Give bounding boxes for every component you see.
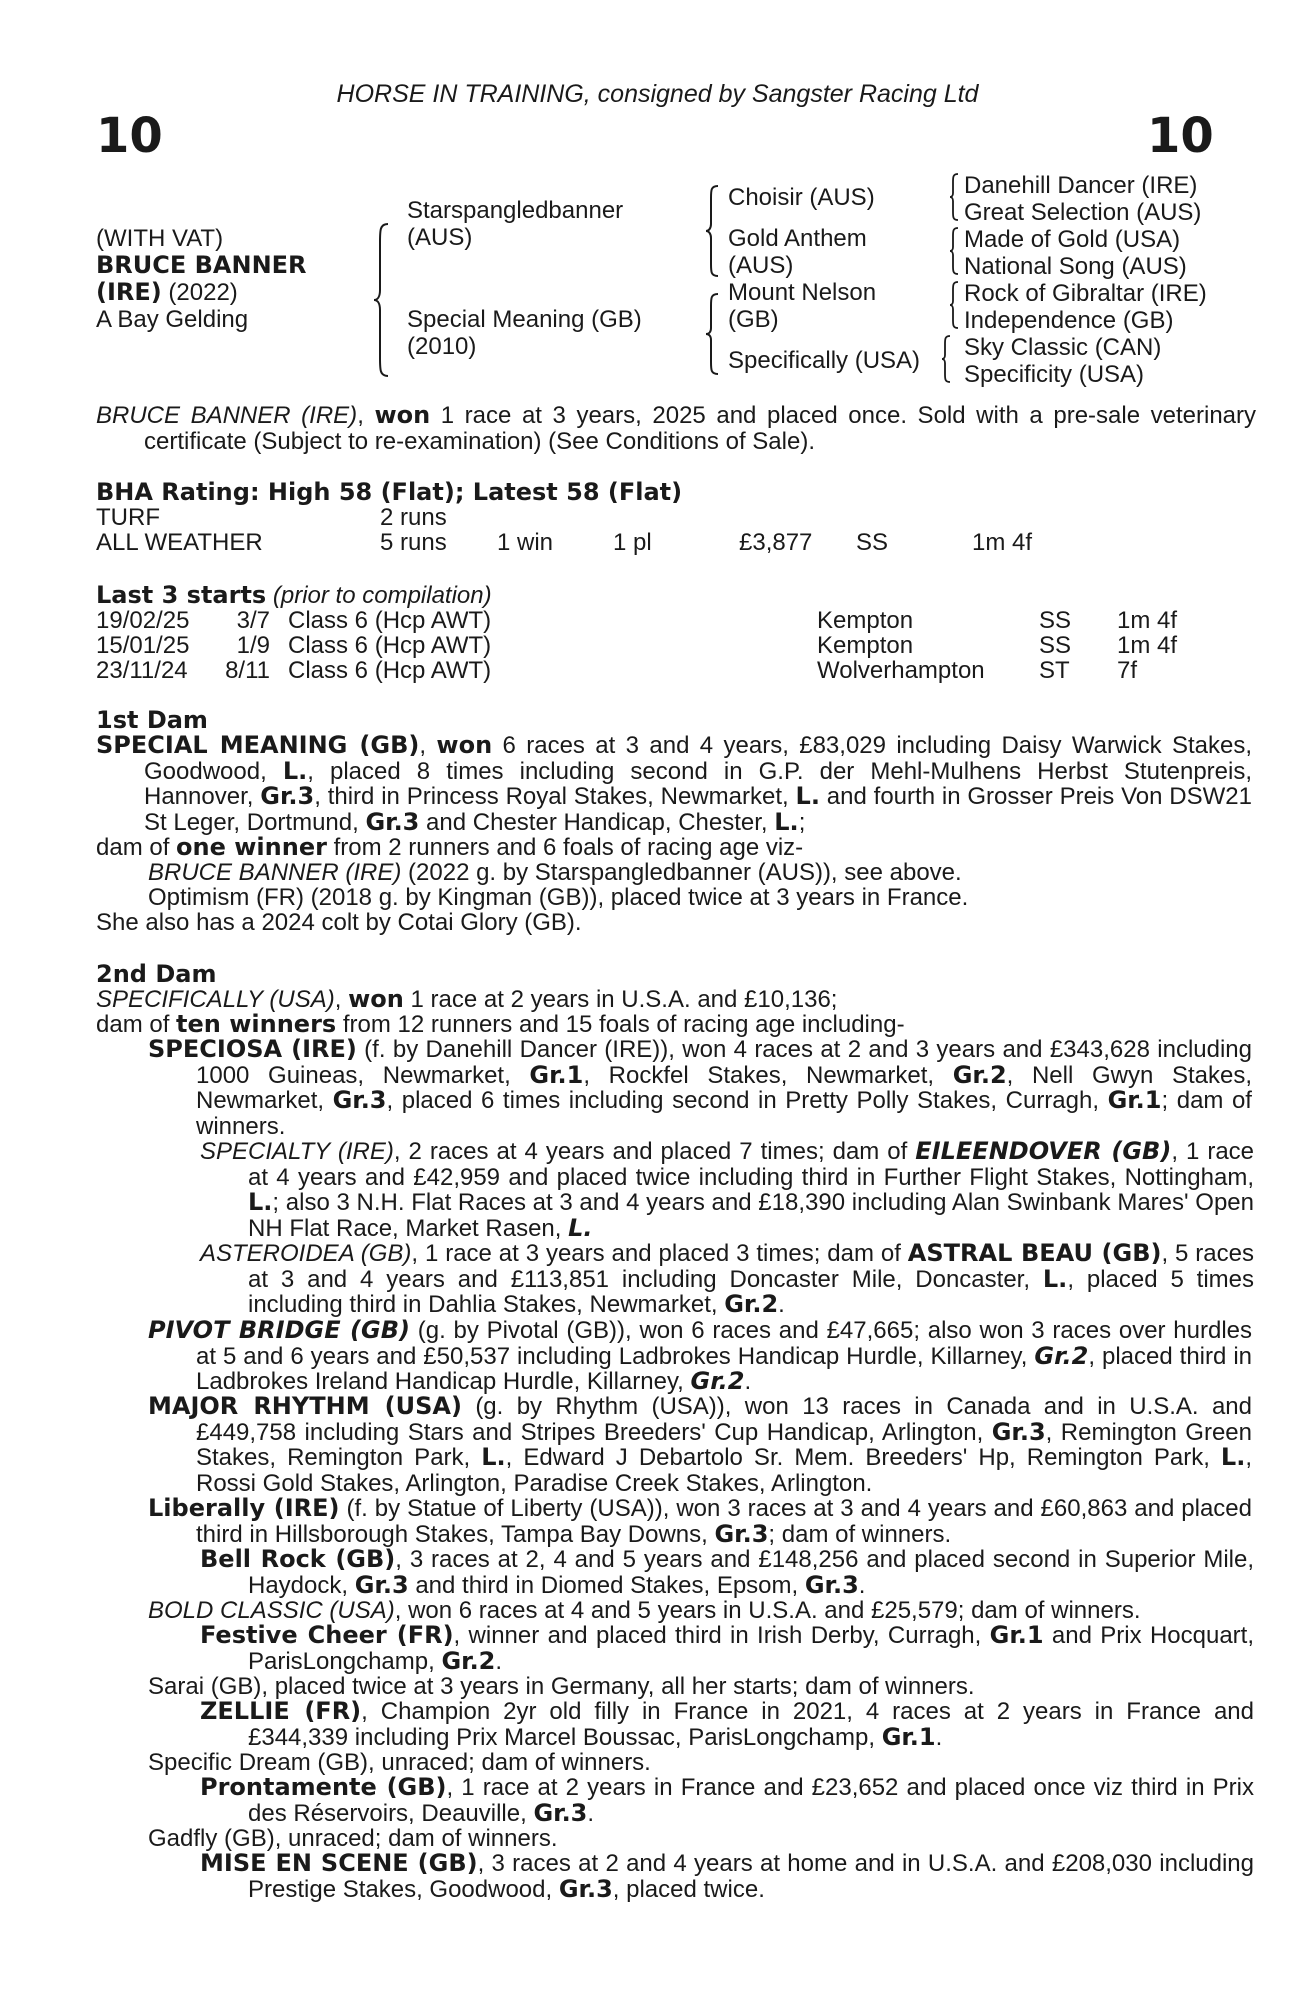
text-run: from 12 runners and 15 foals of racing age including-: [336, 1011, 905, 1038]
start-distance: 7f: [1117, 657, 1138, 684]
group-mark: Gr.2: [690, 1367, 745, 1395]
group-mark: Gr.1: [989, 1621, 1044, 1649]
text-run: , Rossi Gold Stakes, Arlington, Paradise Creek Stakes, Arlington.: [196, 1444, 1252, 1497]
start-position: 8/11: [225, 657, 270, 684]
text-run: , placed twice.: [612, 1875, 765, 1903]
first-dam-record: SPECIAL MEANING (GB), won 6 races at 3 and 4 years, £83,029 including Daisy Warwick Stakes, Goodwood, L., placed 8 times including second in G.P. der Mehl-Mulhens Herbst Stutenpreis, Hannover, Gr.3, third in Princess Royal Stakes, Newmarket, L. and fourth in Grosser Preis Von DSW21 St Leger, Dortmund, Gr.3 and Chester Handicap, Chester, L.;: [96, 731, 1252, 836]
produce-name: Festive Cheer (FR): [200, 1621, 454, 1649]
dam-year: (2010): [407, 333, 477, 360]
produce-name: SPECIOSA (IRE): [148, 1035, 357, 1063]
aw-wins: 1 win: [497, 529, 554, 556]
group-mark: Gr.3: [533, 1798, 588, 1827]
group-mark: Gr.2: [724, 1290, 779, 1318]
sire-dam-country: (AUS): [728, 252, 794, 279]
text-run: ; dam of winners.: [196, 1087, 1252, 1140]
start-position: 1/9: [236, 632, 270, 659]
produce-name: PIVOT BRIDGE (GB): [148, 1316, 410, 1344]
g3-7: Sky Classic (CAN): [964, 334, 1162, 361]
text-run: , winner and placed third in Irish Derby, Curragh,: [453, 1622, 990, 1649]
second-dam-produce: [96, 1012, 905, 1037]
text-run: .: [587, 1799, 595, 1827]
first-dam-heading: 1st Dam: [96, 706, 208, 734]
winner-count: ten winners: [176, 1010, 337, 1038]
start-course: Kempton: [817, 632, 914, 659]
group-mark: Gr.1: [881, 1722, 936, 1751]
brace-g1: [948, 172, 960, 222]
summary-rest: 1 race at 3 years, 2025 and placed once. Sold with a pre-sale veterinary certificate (Subject to re-examination) (See Conditions of Sale).: [144, 402, 1257, 455]
produce-gadfly: Gadfly (GB), unraced; dam of winners.: [148, 1825, 558, 1852]
text-run: , Edward J Debartolo Sr. Mem. Breeders' Hp, Remington Park,: [505, 1444, 1221, 1471]
text-run: (f. by Statue of Liberty (USA)), won 3 races at 3 and 4 years and £60,863 and placed third in Hillsborough Stakes, Tampa Bay Downs,: [196, 1495, 1252, 1548]
text-run: , 1 race at 3 years and placed 3 times; dam of: [411, 1240, 908, 1267]
second-dam-record: SPECIFICALLY (USA), won 1 race at 2 years in U.S.A. and £10,136;: [96, 985, 838, 1013]
last-starts-note: (prior to compilation): [272, 582, 492, 609]
pedigree-brace-main: [372, 222, 390, 378]
text-run: .: [744, 1368, 752, 1395]
horse-country: (IRE): [96, 278, 162, 306]
group-mark: Gr.3: [714, 1519, 769, 1548]
start-going: SS: [1039, 607, 1072, 634]
produce-pivot-bridge: [148, 1318, 1252, 1395]
produce-name: MAJOR RHYTHM (USA): [148, 1392, 462, 1420]
group-mark: Gr.1: [1107, 1086, 1162, 1114]
text-run: , 5 races at 3 and 4 years and £113,851 including Doncaster Mile, Doncaster,: [248, 1240, 1254, 1293]
text-run: and third in Diomed Stakes, Epsom,: [408, 1571, 805, 1599]
text-run: , placed 8 times including second in G.P. der Mehl-Mulhens Herbst Stutenpreis, Hannover,: [144, 757, 1252, 810]
start-course: Wolverhampton: [817, 657, 985, 684]
dam-name: Special Meaning (GB): [407, 306, 642, 333]
sire-sire: Choisir (AUS): [728, 184, 875, 211]
sire-country: (AUS): [407, 224, 473, 251]
winner-count: one winner: [176, 833, 327, 861]
produce-asteroidea: [198, 1241, 1254, 1318]
produce-festive-cheer: [198, 1623, 1254, 1674]
produce-name: ZELLIE (FR): [200, 1697, 362, 1725]
brace-g4: [940, 334, 952, 384]
start-position: 3/7: [236, 607, 270, 634]
g3-8: Specificity (USA): [964, 361, 1145, 388]
first-dam-note: She also has a 2024 colt by Cotai Glory (GB).: [96, 909, 582, 936]
produce-zellie: [198, 1699, 1254, 1750]
group-mark: Gr.3: [991, 1417, 1046, 1446]
turf-label: TURF: [96, 504, 160, 531]
horse-block: [96, 225, 307, 333]
text-run: ;: [798, 808, 806, 836]
second-dam-heading: 2nd Dam: [96, 960, 217, 988]
aw-placed: 1 pl: [613, 529, 652, 556]
text-run: , 2 races at 4 years and placed 7 times; dam of: [393, 1138, 916, 1165]
produce-mise-en-scene: [198, 1851, 1254, 1902]
produce-prontamente: [198, 1775, 1254, 1826]
dam-name: SPECIAL MEANING (GB): [96, 731, 420, 759]
text-run: .: [935, 1723, 943, 1751]
listed-mark: L.: [1042, 1264, 1068, 1293]
g3-1: Danehill Dancer (IRE): [964, 172, 1198, 199]
g3-2: Great Selection (AUS): [964, 199, 1202, 226]
produce-specialty: [198, 1139, 1254, 1241]
group-mark: Gr.2: [441, 1646, 496, 1675]
dam-sire: [728, 279, 876, 333]
text-run: dam of: [96, 834, 177, 861]
listed-mark: L.: [248, 1188, 273, 1216]
text-run: dam of: [96, 1011, 177, 1038]
produce-name: ASTRAL BEAU (GB): [907, 1239, 1162, 1267]
start-going: ST: [1039, 657, 1070, 684]
text-run: .: [495, 1647, 503, 1675]
group-mark: Gr.3: [365, 807, 420, 836]
dam: [407, 306, 642, 360]
text-run: from 2 runners and 6 foals of racing age viz-: [326, 834, 804, 861]
lot-number-left: 10: [96, 108, 163, 164]
produce-name: Bell Rock (GB): [200, 1545, 396, 1573]
produce-liberally: [148, 1496, 1252, 1547]
g3-4: National Song (AUS): [964, 253, 1187, 280]
listed-mark: L.: [774, 807, 799, 836]
group-mark: Gr.3: [260, 782, 315, 810]
group-mark: Gr.2: [1034, 1341, 1089, 1370]
horse-description: A Bay Gelding: [96, 306, 249, 333]
text-run: ; dam of winners.: [768, 1520, 952, 1548]
first-dam-produce: [96, 835, 803, 860]
listed-mark: L.: [568, 1213, 593, 1242]
start-course: Kempton: [817, 607, 914, 634]
produce-1: [148, 860, 962, 885]
produce-name: EILEENDOVER (GB): [915, 1137, 1172, 1165]
produce-sarai: Sarai (GB), placed twice at 3 years in Germany, all her starts; dam of winners.: [148, 1673, 975, 1700]
produce-name: ASTEROIDEA (GB): [200, 1240, 412, 1267]
produce-name: Liberally (IRE): [148, 1494, 340, 1522]
text-run: (g. by Rhythm (USA)), won 13 races in Canada and in U.S.A. and £449,758 including Stars and Stripes Breeders' Cup Handicap, Arlington,: [196, 1393, 1252, 1446]
start-date: 15/01/25: [96, 632, 190, 659]
start-date: 19/02/25: [96, 607, 190, 634]
text-run: ; also 3 N.H. Flat Races at 3 and 4 years and £18,390 including Alan Swinbank Mares' Open NH Flat Race, Market Rasen,: [248, 1189, 1254, 1242]
produce-bold-classic: [148, 1598, 1141, 1623]
aw-runs: 5 runs: [380, 529, 447, 556]
summary-won: won: [374, 401, 431, 429]
dam-dam: Specifically (USA): [728, 347, 921, 374]
text-run: , placed 5 times including third in Dahlia Stakes, Newmarket,: [248, 1265, 1254, 1318]
listed-mark: L.: [1220, 1443, 1246, 1471]
text-run: , 3 races at 2, 4 and 5 years and £148,256 and placed second in Superior Mile, Haydock,: [248, 1546, 1254, 1599]
second-dam-won: won: [348, 985, 404, 1013]
aw-prize: £3,877: [739, 529, 813, 556]
start-distance: 1m 4f: [1117, 607, 1178, 634]
start-going: SS: [1039, 632, 1072, 659]
text-run: , 1 race at 4 years and £42,959 and placed twice including third in Further Flight Stakes, Nottingham,: [248, 1138, 1255, 1191]
produce-2: Optimism (FR) (2018 g. by Kingman (GB)), placed twice at 3 years in France.: [148, 884, 969, 911]
produce-specific-dream: Specific Dream (GB), unraced; dam of winners.: [148, 1749, 651, 1776]
text-run: , third in Princess Royal Stakes, Newmarket,: [314, 783, 796, 810]
produce-name: MISE EN SCENE (GB): [200, 1849, 478, 1877]
last-starts-heading: [96, 583, 492, 608]
text-run: and fourth in Grosser Preis Von DSW21 St Leger, Dortmund,: [144, 783, 1252, 836]
start-distance: 1m 4f: [1117, 632, 1178, 659]
last-starts-title: Last 3 starts: [96, 581, 267, 609]
text-run: 6 races at 3 and 4 years, £83,029 including Daisy Warwick Stakes, Goodwood,: [144, 732, 1252, 785]
listed-mark: L.: [282, 756, 308, 785]
text-run: , 1 race at 2 years in France and £23,652 and placed once viz third in Prix des Réservoirs, Deauville,: [248, 1774, 1254, 1827]
pedigree-brace-dam: [704, 292, 720, 376]
text-run: .: [778, 1291, 785, 1318]
text-run: and Chester Handicap, Chester,: [419, 808, 775, 836]
text-run: , Remington Green Stakes, Remington Park,: [196, 1418, 1252, 1471]
produce-major-rhythm: [148, 1394, 1252, 1496]
pedigree-brace-sire: [704, 184, 720, 278]
race-summary: BRUCE BANNER (IRE), won 1 race at 3 years, 2025 and placed once. Sold with a pre-sale veterinary certificate (Subject to re-examination) (See Conditions of Sale).: [96, 401, 1257, 455]
group-mark: Gr.3: [354, 1570, 409, 1599]
lot-number-right: 10: [1147, 108, 1214, 164]
listed-mark: L.: [481, 1443, 506, 1471]
text-run: , Nell Gwyn Stakes, Newmarket,: [196, 1061, 1252, 1114]
text-run: , won 6 races at 4 and 5 years in U.S.A. and £25,579; dam of winners.: [394, 1597, 1141, 1624]
g3-3: Made of Gold (USA): [964, 226, 1181, 253]
start-race: Class 6 (Hcp AWT): [288, 632, 492, 659]
horse-year: (2022): [168, 279, 238, 306]
page-header: HORSE IN TRAINING, consigned by Sangster Racing Ltd: [336, 80, 979, 108]
text-run: , Rockfel Stakes, Newmarket,: [583, 1061, 953, 1089]
brace-g2: [948, 226, 960, 276]
summary-horse-name: BRUCE BANNER (IRE): [96, 402, 358, 429]
vat-note: (WITH VAT): [96, 225, 224, 252]
text-run: , placed third in Ladbrokes Ireland Handicap Hurdle, Killarney,: [196, 1342, 1252, 1395]
start-race: Class 6 (Hcp AWT): [288, 607, 492, 634]
dam-sire-country: (GB): [728, 306, 779, 333]
text-run: , placed 6 times including second in Pretty Polly Stakes, Curragh,: [386, 1087, 1108, 1114]
sire-name: Starspangledbanner: [407, 197, 624, 224]
g3-6: Independence (GB): [964, 307, 1174, 334]
dam-sire-name: Mount Nelson: [728, 279, 877, 306]
sire-dam-name: Gold Anthem: [728, 225, 867, 252]
aw-going: SS: [856, 529, 889, 556]
produce-speciosa: [148, 1037, 1252, 1139]
produce-name: BOLD CLASSIC (USA): [148, 1597, 395, 1624]
text-run: (g. by Pivotal (GB)), won 6 races and £47,665; also won 3 races over hurdles at 5 and 6 years and £50,537 including Ladbrokes Handicap Hurdle, Killarney,: [196, 1317, 1253, 1370]
text-run: , Champion 2yr old filly in France in 2021, 4 races at 2 years in France and £344,339 including Prix Marcel Boussac, ParisLongchamp,: [248, 1698, 1254, 1751]
sire-dam: [728, 225, 867, 279]
aw-label: ALL WEATHER: [96, 529, 263, 556]
group-mark: Gr.3: [804, 1570, 859, 1599]
horse-name: BRUCE BANNER: [96, 251, 307, 279]
group-mark: Gr.1: [529, 1060, 584, 1089]
group-mark: Gr.3: [558, 1874, 613, 1903]
text-run: and Prix Hocquart, ParisLongchamp,: [248, 1622, 1254, 1675]
text-run: 1 race at 2 years in U.S.A. and £10,136;: [403, 986, 838, 1013]
aw-distance: 1m 4f: [972, 529, 1033, 556]
sire: [407, 197, 623, 251]
group-mark: Gr.3: [332, 1086, 387, 1114]
produce-name: BRUCE BANNER (IRE): [148, 859, 402, 886]
turf-runs: 2 runs: [380, 504, 447, 531]
group-mark: Gr.2: [952, 1060, 1007, 1089]
brace-g3: [948, 280, 960, 330]
produce-name: SPECIALTY (IRE): [200, 1138, 394, 1165]
start-date: 23/11/24: [96, 657, 188, 684]
text-run: (2022 g. by Starspangledbanner (AUS)), see above.: [401, 859, 962, 886]
bha-rating: BHA Rating: High 58 (Flat); Latest 58 (Flat): [96, 478, 683, 506]
listed-mark: L.: [795, 782, 820, 810]
dam-won: won: [436, 731, 493, 759]
g3-5: Rock of Gibraltar (IRE): [964, 280, 1207, 307]
produce-name: Prontamente (GB): [200, 1773, 447, 1801]
text-run: .: [858, 1571, 866, 1599]
pedigree-gen3: [964, 172, 1207, 388]
start-race: Class 6 (Hcp AWT): [288, 657, 492, 684]
text-run: (f. by Danehill Dancer (IRE)), won 4 races at 2 and 3 years and £343,628 including 1000 Guineas, Newmarket,: [196, 1036, 1253, 1089]
text-run: , 3 races at 2 and 4 years at home and in U.S.A. and £208,030 including Prestige Stakes, Goodwood,: [248, 1850, 1254, 1903]
produce-bell-rock: [198, 1547, 1254, 1598]
second-dam-name: SPECIFICALLY (USA): [96, 986, 335, 1013]
